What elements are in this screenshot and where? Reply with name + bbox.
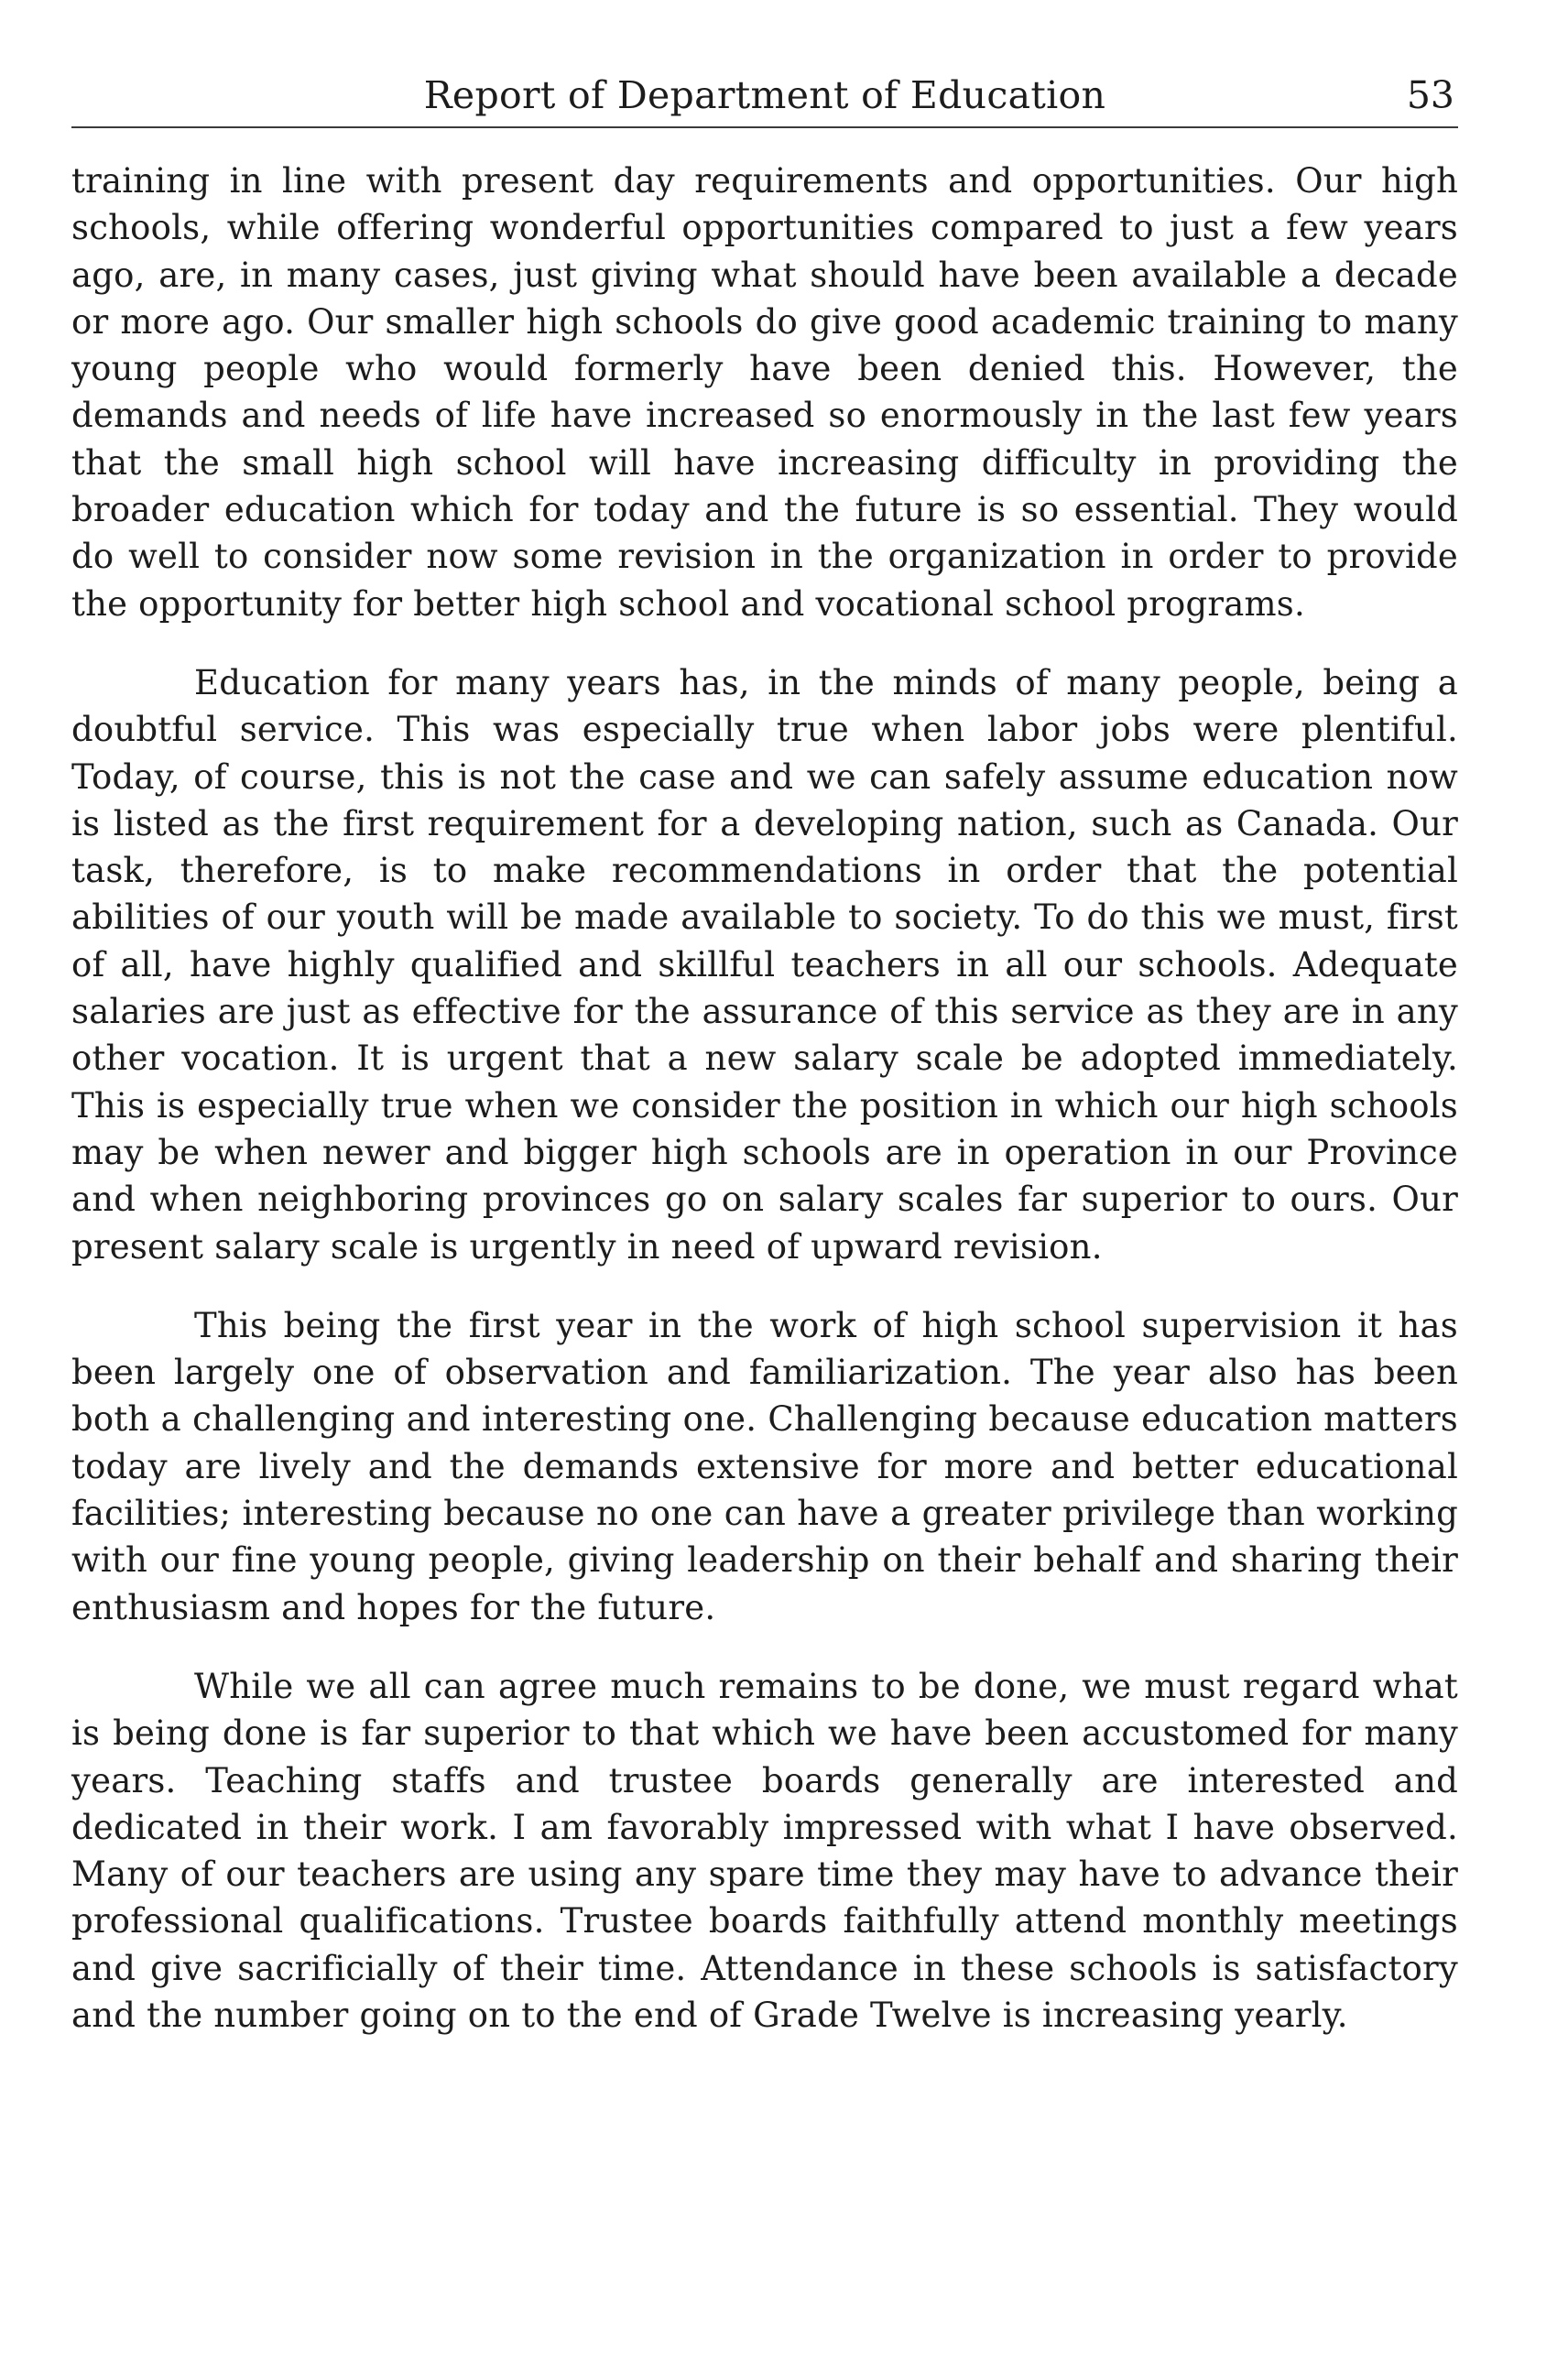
- paragraph-first-year-supervision: This being the first year in the work of high school supervision it has been largely one of observation and familiarization. The year also has been both a challenging and interesting one. Challenging because education matters today are lively and the demands extensive for more and better educational facilities; interesting because no one can have a greater privilege than working with our fine young people, giving leadership on their behalf and sharing their enthusiasm and hopes for the future.: [71, 1305, 1458, 1627]
- paragraph-remaining-work: While we all can agree much remains to be done, we must regard what is being done is far superior to that which we have been accustomed for many years. Teaching staffs and trustee boards generally are interested and dedicated in their work. I am favorably impressed with what I have observed. Many of our teachers are using any spare time they may have to advance their professional qualifications. Trustee boards faithfully attend monthly meetings and give sacrificially of their time. Attendance in these schools is satisfactory and the number going on to the end of Grade Twelve is increasing yearly.: [71, 1666, 1458, 2035]
- paragraph-continued: training in line with present day requirements and opportunities. Our high schools, while offering wonderful opportunities compared to just a few years ago, are, in many cases, just giving what should have been available a decade or more ago. Our smaller high schools do give good academic training to many young people who would formerly have been denied this. However, the demands and needs of life have increased so enormously in the last few years that the small high school will have increasing difficulty in providing the broader education which for today and the future is so essential. They would do well to consider now some revision in the organization in order to provide the opportunity for better high school and vocational school programs.: [71, 161, 1458, 624]
- paragraph-education-service: Education for many years has, in the minds of many people, being a doubtful service. This was especially true when labor jobs were plentiful. Today, of course, this is not the case and we can safely assume education now is listed as the first requirement for a developing nation, such as Canada. Our task, therefore, is to make recommendations in order that the potential abilities of our youth will be made available to society. To do this we must, first of all, have highly qualified and skillful teachers in all our schools. Adequate salaries are just as effective for the assurance of this service as they are in any other vocation. It is urgent that a new salary scale be adopted immediately. This is especially true when we consider the position in which our high schools may be when newer and bigger high schools are in operation in our Province and when neighboring provinces go on salary scales far superior to ours. Our present salary scale is urgently in need of upward revision.: [71, 662, 1458, 1267]
- running-header: [71, 71, 1458, 128]
- running-title: Report of Department of Education: [423, 73, 1106, 117]
- report-page: [71, 0, 1458, 2371]
- body-text: [71, 158, 1458, 2071]
- page-number: 53: [1406, 73, 1454, 117]
